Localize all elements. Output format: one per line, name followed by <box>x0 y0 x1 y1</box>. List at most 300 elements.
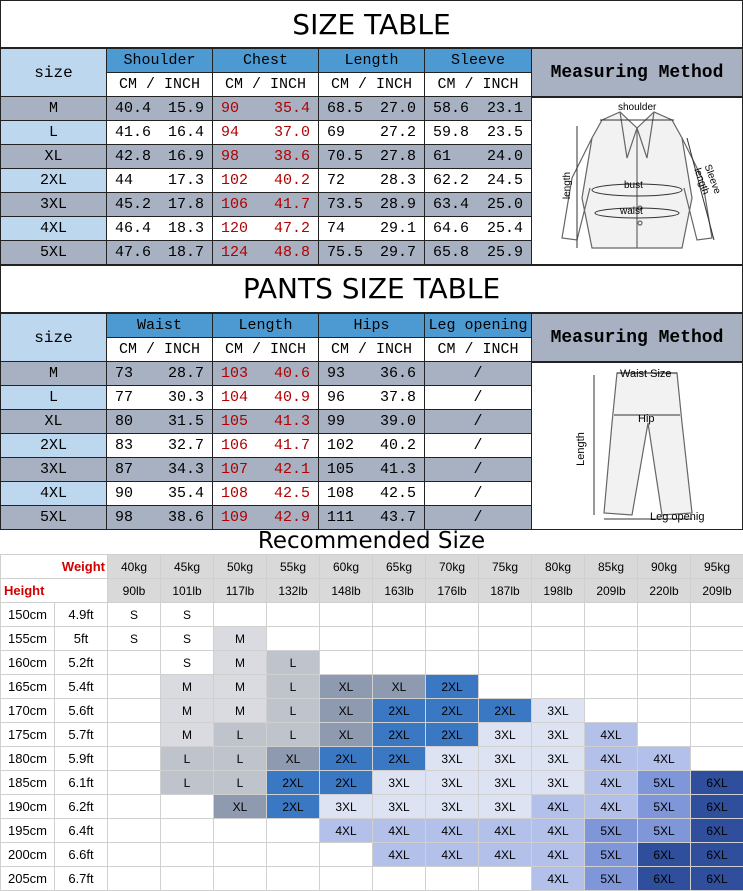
size-header: size <box>1 314 107 362</box>
table-row <box>1 97 532 121</box>
value-cell <box>425 506 532 530</box>
recommended-size-cell <box>691 651 743 675</box>
recommended-size-cell: S <box>108 627 161 651</box>
recommended-size-cell: S <box>161 627 214 651</box>
recommended-size-cell <box>691 627 743 651</box>
height-row <box>1 723 743 747</box>
value-inch: 40.6 <box>274 365 310 382</box>
value-cm: 45.2 <box>115 196 151 213</box>
value-inch: 42.9 <box>274 509 310 526</box>
value-inch: 16.9 <box>168 148 204 165</box>
weight-kg-row <box>1 555 743 579</box>
height-ft: 6.7ft <box>55 867 108 891</box>
recommended-size-cell: 5XL <box>638 819 691 843</box>
table-row <box>1 482 532 506</box>
weight-kg: 85kg <box>585 555 638 579</box>
value-text: / <box>425 365 531 382</box>
value-cell <box>319 217 425 241</box>
height-ft: 6.1ft <box>55 771 108 795</box>
value-inch: 35.4 <box>274 100 310 117</box>
value-pair <box>213 124 318 141</box>
value-cm: 41.6 <box>115 124 151 141</box>
value-cm: 105 <box>327 461 354 478</box>
column-header: Length <box>319 49 425 73</box>
recommended-size-cell <box>161 819 214 843</box>
value-pair <box>319 148 424 165</box>
height-ft: 5.9ft <box>55 747 108 771</box>
recommended-size-cell: M <box>214 699 267 723</box>
recommended-size-cell: 4XL <box>638 747 691 771</box>
size-cell: XL <box>1 410 107 434</box>
value-cm: 111 <box>327 509 354 526</box>
recommended-size-cell: 4XL <box>585 723 638 747</box>
value-pair <box>319 172 424 189</box>
value-cell <box>107 482 213 506</box>
height-ft: 5.2ft <box>55 651 108 675</box>
recommended-size-cell: 2XL <box>426 723 479 747</box>
recommended-size-cell: 3XL <box>479 723 532 747</box>
weight-kg: 95kg <box>691 555 743 579</box>
column-header: Leg opening <box>425 314 532 338</box>
recommended-size-cell: 2XL <box>373 699 426 723</box>
value-inch: 27.2 <box>380 124 416 141</box>
value-inch: 43.7 <box>380 509 416 526</box>
recommended-size-cell <box>479 627 532 651</box>
recommended-size-cell: 4XL <box>585 771 638 795</box>
recommended-size-cell <box>161 795 214 819</box>
recommended-size-cell <box>214 819 267 843</box>
pants-measuring-method-label: Measuring Method <box>531 313 743 362</box>
value-cell <box>107 506 213 530</box>
recommended-size-cell <box>479 675 532 699</box>
value-cm: 70.5 <box>327 148 363 165</box>
value-pair <box>319 485 424 502</box>
recommended-size-cell <box>108 819 161 843</box>
recommended-size-cell <box>320 867 373 891</box>
value-pair <box>213 461 318 478</box>
label-hip: Hip <box>638 413 655 425</box>
recommended-size-cell: M <box>214 627 267 651</box>
table-row <box>1 410 532 434</box>
recommended-size-cell <box>108 723 161 747</box>
recommended-size-cell: L <box>214 747 267 771</box>
value-inch: 41.3 <box>274 413 310 430</box>
value-cell <box>213 362 319 386</box>
size-table-title: SIZE TABLE <box>0 0 743 48</box>
header-row <box>1 314 532 338</box>
value-inch: 29.1 <box>380 220 416 237</box>
value-cell <box>319 97 425 121</box>
weight-lb-row <box>1 579 743 603</box>
recommended-size-cell: 5XL <box>585 843 638 867</box>
value-cell <box>319 193 425 217</box>
weight-lb: 198lb <box>532 579 585 603</box>
height-ft: 5ft <box>55 627 108 651</box>
table-row <box>1 506 532 530</box>
height-cm: 195cm <box>1 819 55 843</box>
value-cm: 77 <box>115 389 133 406</box>
value-inch: 23.1 <box>487 100 523 117</box>
value-cell <box>319 386 425 410</box>
height-row <box>1 771 743 795</box>
recommended-size-cell <box>214 843 267 867</box>
value-inch: 25.9 <box>487 244 523 261</box>
label-pants-length: Length <box>575 432 587 466</box>
value-cm: 62.2 <box>433 172 469 189</box>
height-cm: 190cm <box>1 795 55 819</box>
value-pair <box>107 413 212 430</box>
recommended-size-cell: 6XL <box>691 843 743 867</box>
value-inch: 28.3 <box>380 172 416 189</box>
value-cell <box>319 482 425 506</box>
value-inch: 41.7 <box>274 437 310 454</box>
weight-kg: 70kg <box>426 555 479 579</box>
recommended-size-cell: 3XL <box>426 747 479 771</box>
recommended-size-cell <box>479 603 532 627</box>
weight-lb: 209lb <box>585 579 638 603</box>
value-pair <box>107 365 212 382</box>
value-cell <box>213 506 319 530</box>
recommended-size-cell: 4XL <box>532 795 585 819</box>
value-cell <box>107 169 213 193</box>
value-cell <box>213 241 319 265</box>
pants-measure-figure <box>531 362 743 530</box>
recommended-size-cell <box>691 723 743 747</box>
value-cm: 109 <box>221 509 248 526</box>
value-cell <box>107 97 213 121</box>
column-header: Hips <box>319 314 425 338</box>
recommended-size-cell <box>585 627 638 651</box>
value-text: / <box>425 485 531 502</box>
value-inch: 24.5 <box>487 172 523 189</box>
value-pair <box>425 100 531 117</box>
value-cell <box>319 121 425 145</box>
value-cell <box>213 169 319 193</box>
recommended-size-cell <box>320 651 373 675</box>
value-inch: 25.4 <box>487 220 523 237</box>
value-inch: 41.3 <box>380 461 416 478</box>
value-cell <box>213 434 319 458</box>
recommended-size-cell <box>108 747 161 771</box>
value-pair <box>213 389 318 406</box>
recommended-size-cell: XL <box>267 747 320 771</box>
column-header: Chest <box>213 49 319 73</box>
weight-lb: 90lb <box>108 579 161 603</box>
value-pair <box>319 389 424 406</box>
value-pair <box>213 220 318 237</box>
value-inch: 16.4 <box>168 124 204 141</box>
height-row <box>1 651 743 675</box>
value-cell <box>425 410 532 434</box>
size-table <box>0 48 532 265</box>
jacket-measure-figure <box>531 97 743 265</box>
value-cm: 65.8 <box>433 244 469 261</box>
value-cm: 104 <box>221 389 248 406</box>
value-pair <box>213 100 318 117</box>
label-leg-opening: Leg openig <box>650 511 704 523</box>
recommended-size-cell: 3XL <box>479 771 532 795</box>
recommended-size-cell <box>373 627 426 651</box>
height-row <box>1 867 743 891</box>
value-cm: 73.5 <box>327 196 363 213</box>
height-cm: 185cm <box>1 771 55 795</box>
weight-lb: 148lb <box>320 579 373 603</box>
size-cell: 5XL <box>1 506 107 530</box>
value-inch: 17.3 <box>168 172 204 189</box>
value-cm: 64.6 <box>433 220 469 237</box>
header-row <box>1 49 532 73</box>
value-cell <box>319 434 425 458</box>
size-cell: XL <box>1 145 107 169</box>
column-header: Shoulder <box>107 49 213 73</box>
value-cell <box>107 362 213 386</box>
value-pair <box>107 461 212 478</box>
value-cm: 80 <box>115 413 133 430</box>
recommended-size-cell <box>585 699 638 723</box>
value-inch: 29.7 <box>380 244 416 261</box>
recommended-size-cell: XL <box>320 675 373 699</box>
table-row <box>1 217 532 241</box>
unit-label: CM / INCH <box>107 73 213 97</box>
value-cm: 61 <box>433 148 451 165</box>
recommended-size-cell <box>479 651 532 675</box>
value-pair <box>213 485 318 502</box>
height-cm: 205cm <box>1 867 55 891</box>
value-cm: 106 <box>221 196 248 213</box>
recommended-size-cell: XL <box>320 723 373 747</box>
height-cm: 165cm <box>1 675 55 699</box>
table-row <box>1 241 532 265</box>
recommended-size-cell <box>373 603 426 627</box>
recommended-size-cell <box>638 651 691 675</box>
value-cell <box>319 169 425 193</box>
value-cell <box>425 482 532 506</box>
value-cm: 73 <box>115 365 133 382</box>
value-inch: 27.8 <box>380 148 416 165</box>
value-cell <box>107 217 213 241</box>
recommended-size-cell: 2XL <box>426 675 479 699</box>
value-cm: 58.6 <box>433 100 469 117</box>
value-pair <box>425 172 531 189</box>
height-ft: 5.7ft <box>55 723 108 747</box>
value-cell <box>213 458 319 482</box>
value-cell <box>213 410 319 434</box>
value-text: / <box>425 461 531 478</box>
value-cell <box>425 362 532 386</box>
value-pair <box>319 124 424 141</box>
size-cell: 2XL <box>1 434 107 458</box>
weight-kg: 60kg <box>320 555 373 579</box>
recommended-size-cell <box>532 603 585 627</box>
value-cm: 83 <box>115 437 133 454</box>
weight-label: Weight <box>1 555 108 579</box>
value-pair <box>425 244 531 261</box>
value-inch: 32.7 <box>168 437 204 454</box>
pants-table <box>0 313 532 530</box>
value-cell <box>425 121 532 145</box>
height-row <box>1 675 743 699</box>
value-pair <box>319 365 424 382</box>
recommended-size-cell: 3XL <box>532 723 585 747</box>
label-shoulder: shoulder <box>618 102 656 113</box>
value-cm: 98 <box>115 509 133 526</box>
recommended-size-cell: 2XL <box>479 699 532 723</box>
height-row <box>1 795 743 819</box>
recommended-size-cell: 4XL <box>373 819 426 843</box>
height-cm: 200cm <box>1 843 55 867</box>
label-waist: waist <box>620 206 643 217</box>
value-cm: 102 <box>327 437 354 454</box>
value-pair <box>425 148 531 165</box>
value-pair <box>319 100 424 117</box>
recommended-size-cell: M <box>161 675 214 699</box>
value-text: / <box>425 509 531 526</box>
value-cm: 69 <box>327 124 345 141</box>
recommended-size-cell: 4XL <box>585 747 638 771</box>
value-cell <box>425 386 532 410</box>
size-header: size <box>1 49 107 97</box>
value-cm: 42.8 <box>115 148 151 165</box>
weight-kg: 80kg <box>532 555 585 579</box>
recommended-size-cell: 6XL <box>691 819 743 843</box>
value-inch: 17.8 <box>168 196 204 213</box>
value-pair <box>107 172 212 189</box>
value-cm: 90 <box>221 100 239 117</box>
recommended-size-cell: 2XL <box>320 747 373 771</box>
height-row <box>1 747 743 771</box>
value-cm: 106 <box>221 437 248 454</box>
value-cm: 102 <box>221 172 248 189</box>
recommended-size-cell <box>108 651 161 675</box>
value-cm: 72 <box>327 172 345 189</box>
recommended-size-cell <box>532 651 585 675</box>
value-cm: 59.8 <box>433 124 469 141</box>
value-inch: 34.3 <box>168 461 204 478</box>
value-inch: 47.2 <box>274 220 310 237</box>
recommended-size-cell: 3XL <box>532 771 585 795</box>
recommended-size-cell <box>426 867 479 891</box>
value-inch: 37.8 <box>380 389 416 406</box>
recommended-size-cell: L <box>161 771 214 795</box>
pants-table-title: PANTS SIZE TABLE <box>0 265 743 313</box>
recommended-size-cell: 4XL <box>320 819 373 843</box>
value-pair <box>213 509 318 526</box>
recommended-size-cell <box>532 627 585 651</box>
value-cm: 103 <box>221 365 248 382</box>
value-cell <box>107 458 213 482</box>
recommended-size-cell: L <box>267 699 320 723</box>
value-cm: 108 <box>221 485 248 502</box>
value-inch: 15.9 <box>168 100 204 117</box>
value-inch: 35.4 <box>168 485 204 502</box>
value-inch: 30.3 <box>168 389 204 406</box>
recommended-size-cell: 2XL <box>373 747 426 771</box>
recommended-size-cell: 3XL <box>479 795 532 819</box>
value-inch: 41.7 <box>274 196 310 213</box>
height-ft: 6.2ft <box>55 795 108 819</box>
weight-lb: 176lb <box>426 579 479 603</box>
weight-kg: 55kg <box>267 555 320 579</box>
label-waist-size: Waist Size <box>620 368 672 380</box>
height-cm: 160cm <box>1 651 55 675</box>
value-text: / <box>425 389 531 406</box>
value-cm: 40.4 <box>115 100 151 117</box>
label-bust: bust <box>624 180 643 191</box>
value-cell <box>107 121 213 145</box>
height-cm: 150cm <box>1 603 55 627</box>
value-pair <box>425 220 531 237</box>
value-cell <box>107 193 213 217</box>
size-cell: 5XL <box>1 241 107 265</box>
value-cm: 120 <box>221 220 248 237</box>
recommended-size-cell: M <box>214 675 267 699</box>
value-cell <box>213 386 319 410</box>
value-cell <box>107 145 213 169</box>
value-cm: 87 <box>115 461 133 478</box>
value-text: / <box>425 413 531 430</box>
recommended-size-cell <box>267 603 320 627</box>
height-ft: 6.6ft <box>55 843 108 867</box>
recommended-size-cell: M <box>214 651 267 675</box>
value-inch: 28.7 <box>168 365 204 382</box>
recommended-size-cell: 6XL <box>638 843 691 867</box>
value-cell <box>213 97 319 121</box>
table-row <box>1 169 532 193</box>
value-pair <box>319 509 424 526</box>
value-cm: 68.5 <box>327 100 363 117</box>
recommended-size-cell: L <box>267 651 320 675</box>
height-row <box>1 699 743 723</box>
value-pair <box>107 220 212 237</box>
recommended-size-cell: 6XL <box>638 867 691 891</box>
value-inch: 38.6 <box>274 148 310 165</box>
recommended-size-cell: 4XL <box>532 819 585 843</box>
unit-label: CM / INCH <box>319 338 425 362</box>
value-cell <box>319 410 425 434</box>
recommended-size-cell <box>373 867 426 891</box>
value-inch: 38.6 <box>168 509 204 526</box>
table-row <box>1 386 532 410</box>
recommended-size-cell: 2XL <box>267 795 320 819</box>
recommended-size-cell: 3XL <box>532 747 585 771</box>
value-cm: 108 <box>327 485 354 502</box>
recommended-title: Recommended Size <box>0 528 743 554</box>
column-header: Sleeve <box>425 49 532 73</box>
recommended-size-cell: M <box>161 723 214 747</box>
recommended-size-cell: 2XL <box>320 771 373 795</box>
weight-lb: 209lb <box>691 579 743 603</box>
unit-label: CM / INCH <box>319 73 425 97</box>
recommended-size-cell <box>479 867 532 891</box>
recommended-size-cell <box>214 603 267 627</box>
height-cm: 175cm <box>1 723 55 747</box>
weight-kg: 75kg <box>479 555 532 579</box>
recommended-size-cell <box>161 867 214 891</box>
value-inch: 40.9 <box>274 389 310 406</box>
value-cell <box>425 169 532 193</box>
recommended-size-cell <box>108 771 161 795</box>
value-pair <box>213 437 318 454</box>
weight-lb: 132lb <box>267 579 320 603</box>
recommended-size-cell: 3XL <box>479 747 532 771</box>
recommended-size-cell <box>638 675 691 699</box>
recommended-size-cell <box>320 603 373 627</box>
recommended-size-cell <box>108 795 161 819</box>
size-cell: 3XL <box>1 193 107 217</box>
recommended-size-cell: L <box>267 675 320 699</box>
pants-diagram-icon <box>532 363 742 529</box>
recommended-size-cell: 2XL <box>373 723 426 747</box>
